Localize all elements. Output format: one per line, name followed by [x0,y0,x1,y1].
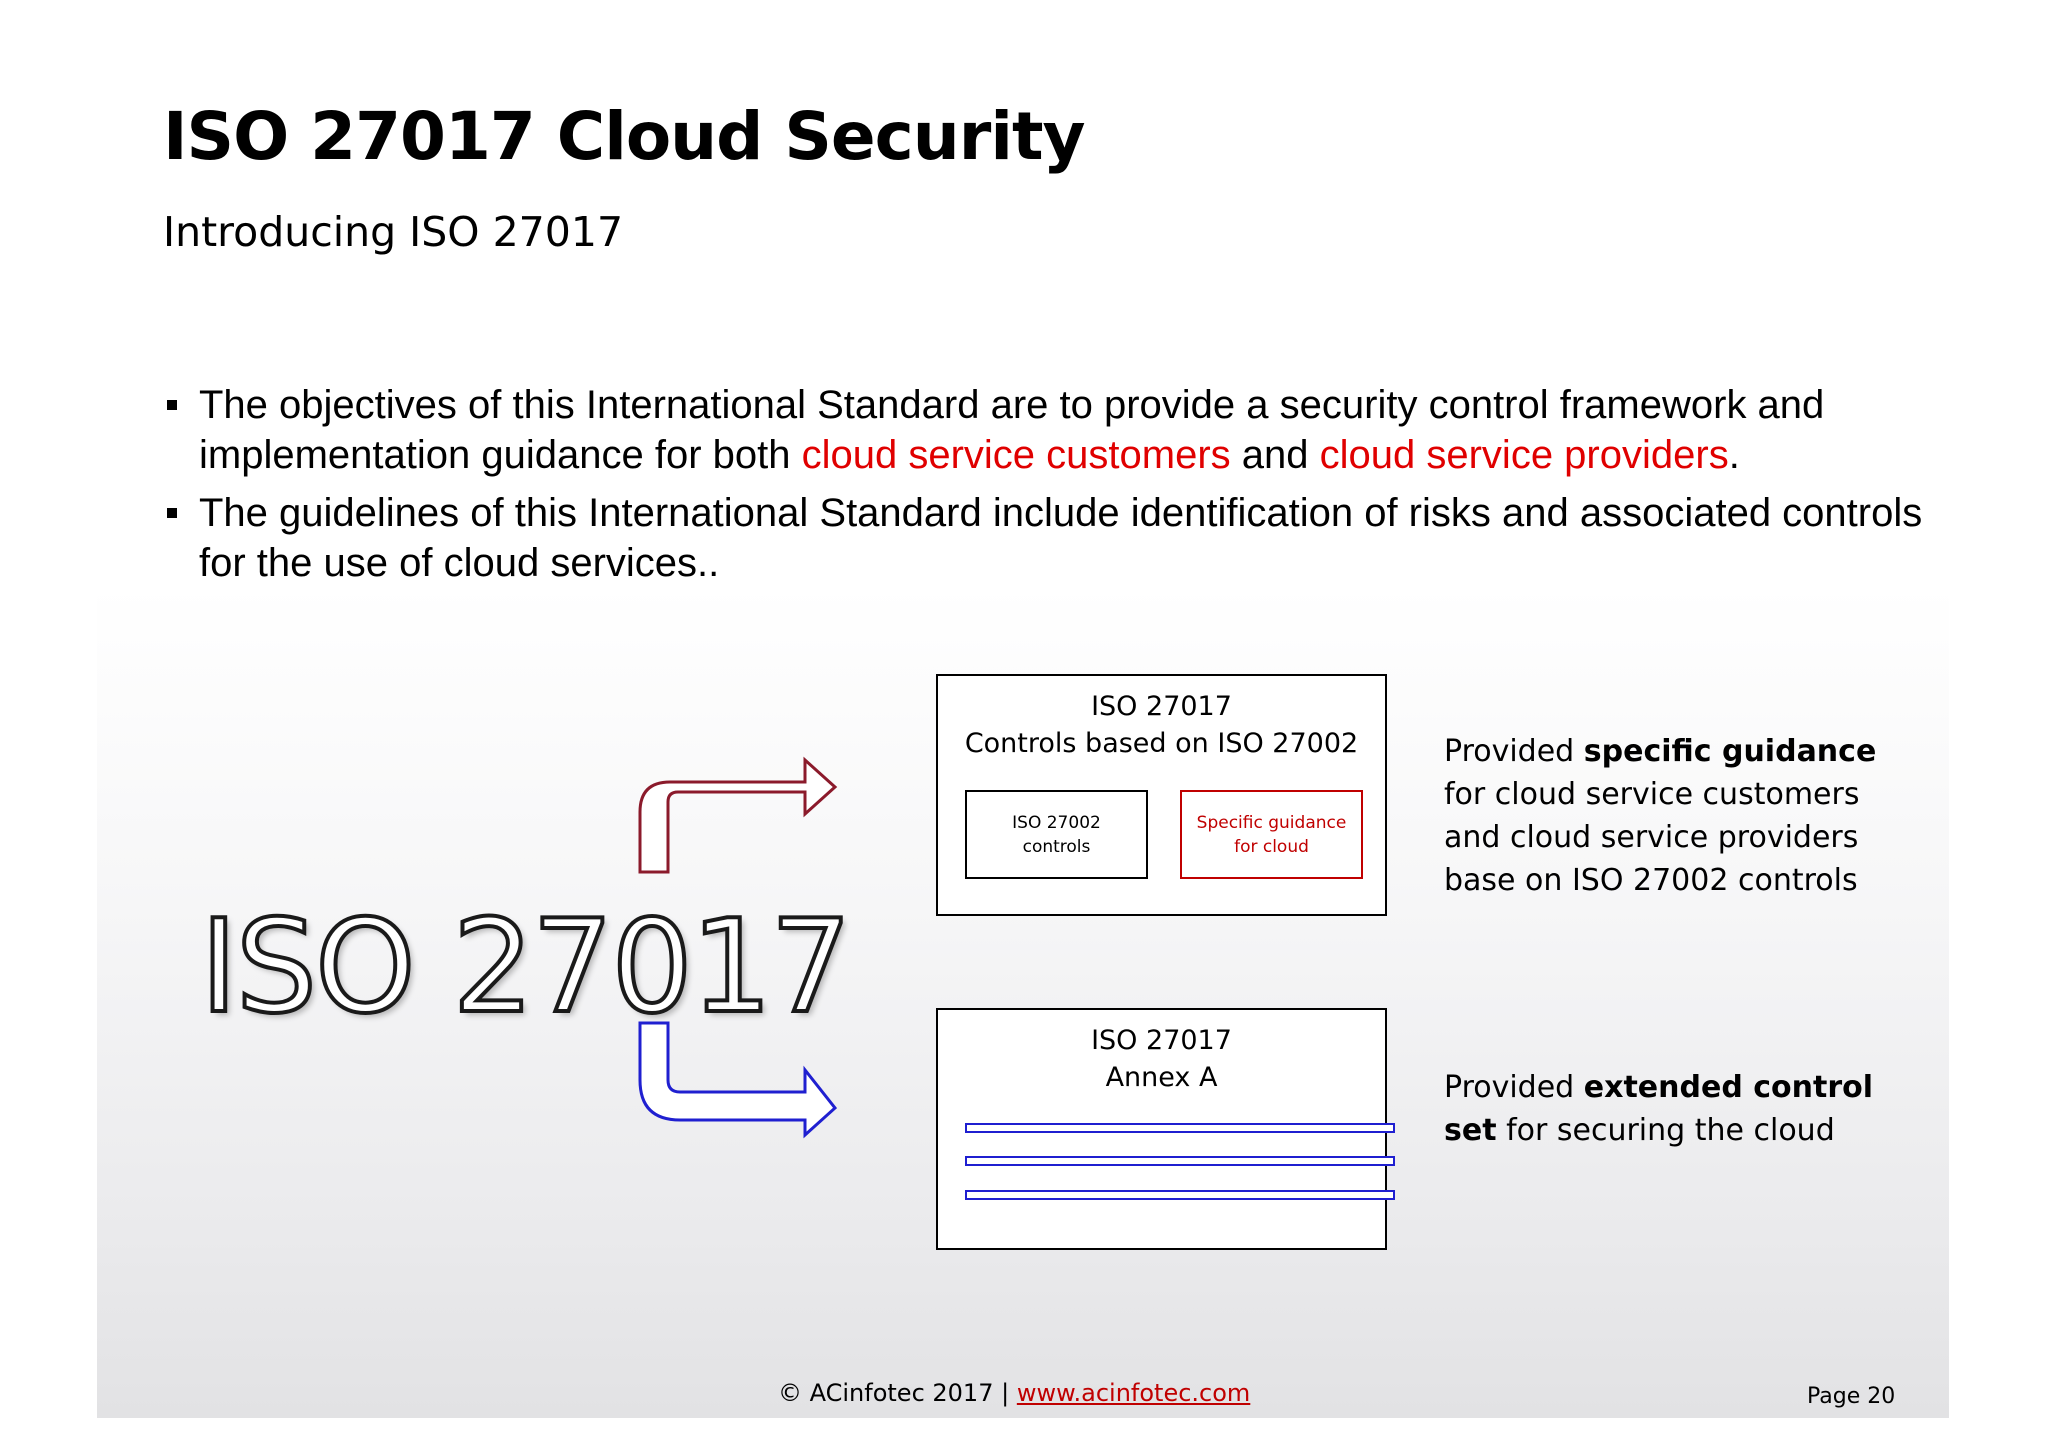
bullet-item [163,380,1923,480]
bullet-text: . [1728,433,1740,477]
iso-27002-controls-box [965,790,1148,879]
desc-line: and cloud service providers [1444,820,1859,855]
bullet-highlight: cloud service providers [1319,433,1729,477]
bullet-text: and [1230,433,1320,477]
square-bullet-icon [167,508,177,518]
desc-bold: set [1444,1113,1497,1148]
slide-subtitle: Introducing ISO 27017 [163,208,624,256]
copyright-text: © ACinfotec 2017 | [778,1379,1017,1407]
bullet-item [163,488,1923,588]
extended-control-description [1444,1066,1873,1152]
desc-line: for cloud service customers [1444,777,1860,812]
annex-control-bar [965,1190,1395,1200]
up-right-arrow-icon [640,760,835,872]
controls-box [936,674,1387,916]
annex-control-bar [965,1123,1395,1133]
footer [778,1379,1250,1407]
annex-a-box [936,1008,1387,1250]
desc-text: for securing the cloud [1496,1113,1835,1148]
cloud-guidance-sublabel: for cloud [1234,836,1309,857]
desc-bold: extended control [1583,1070,1874,1105]
slide-title: ISO 27017 Cloud Security [163,98,1085,175]
bullet-highlight: cloud service customers [801,433,1231,477]
controls-box-heading [938,688,1385,762]
guidance-description [1444,730,1876,902]
website-link[interactable]: www.acinfotec.com [1016,1379,1251,1407]
bullet-list [163,380,1923,596]
desc-text: Provided [1444,1070,1584,1105]
down-right-arrow-icon [640,1023,835,1135]
diagram-arrows [630,745,850,1195]
iso-27002-sublabel: controls [1022,836,1091,857]
desc-text: Provided [1444,734,1584,769]
controls-box-title: ISO 27017 [1091,691,1232,722]
iso-27002-label: ISO 27002 [1012,812,1101,833]
iso-27017-outline-label: ISO 27017 [200,893,850,1042]
annex-box-title: ISO 27017 [1091,1025,1232,1056]
page-number: Page 20 [1807,1384,1896,1409]
cloud-guidance-label: Specific guidance [1196,812,1347,833]
bullet-text: The objectives of this International Standard are to provide a security control framework and implementation guidance for both [199,383,1825,477]
square-bullet-icon [167,400,177,410]
bullet-text: The guidelines of this International Standard include identification of risks and associated controls for the use of cloud services.. [199,491,1923,585]
desc-line: base on ISO 27002 controls [1444,863,1858,898]
annex-box-heading [938,1022,1385,1096]
controls-box-subtitle: Controls based on ISO 27002 [964,728,1359,759]
cloud-guidance-box [1180,790,1363,879]
annex-box-subtitle: Annex A [1105,1062,1218,1093]
desc-bold: specific guidance [1583,734,1877,769]
annex-control-bar [965,1156,1395,1166]
